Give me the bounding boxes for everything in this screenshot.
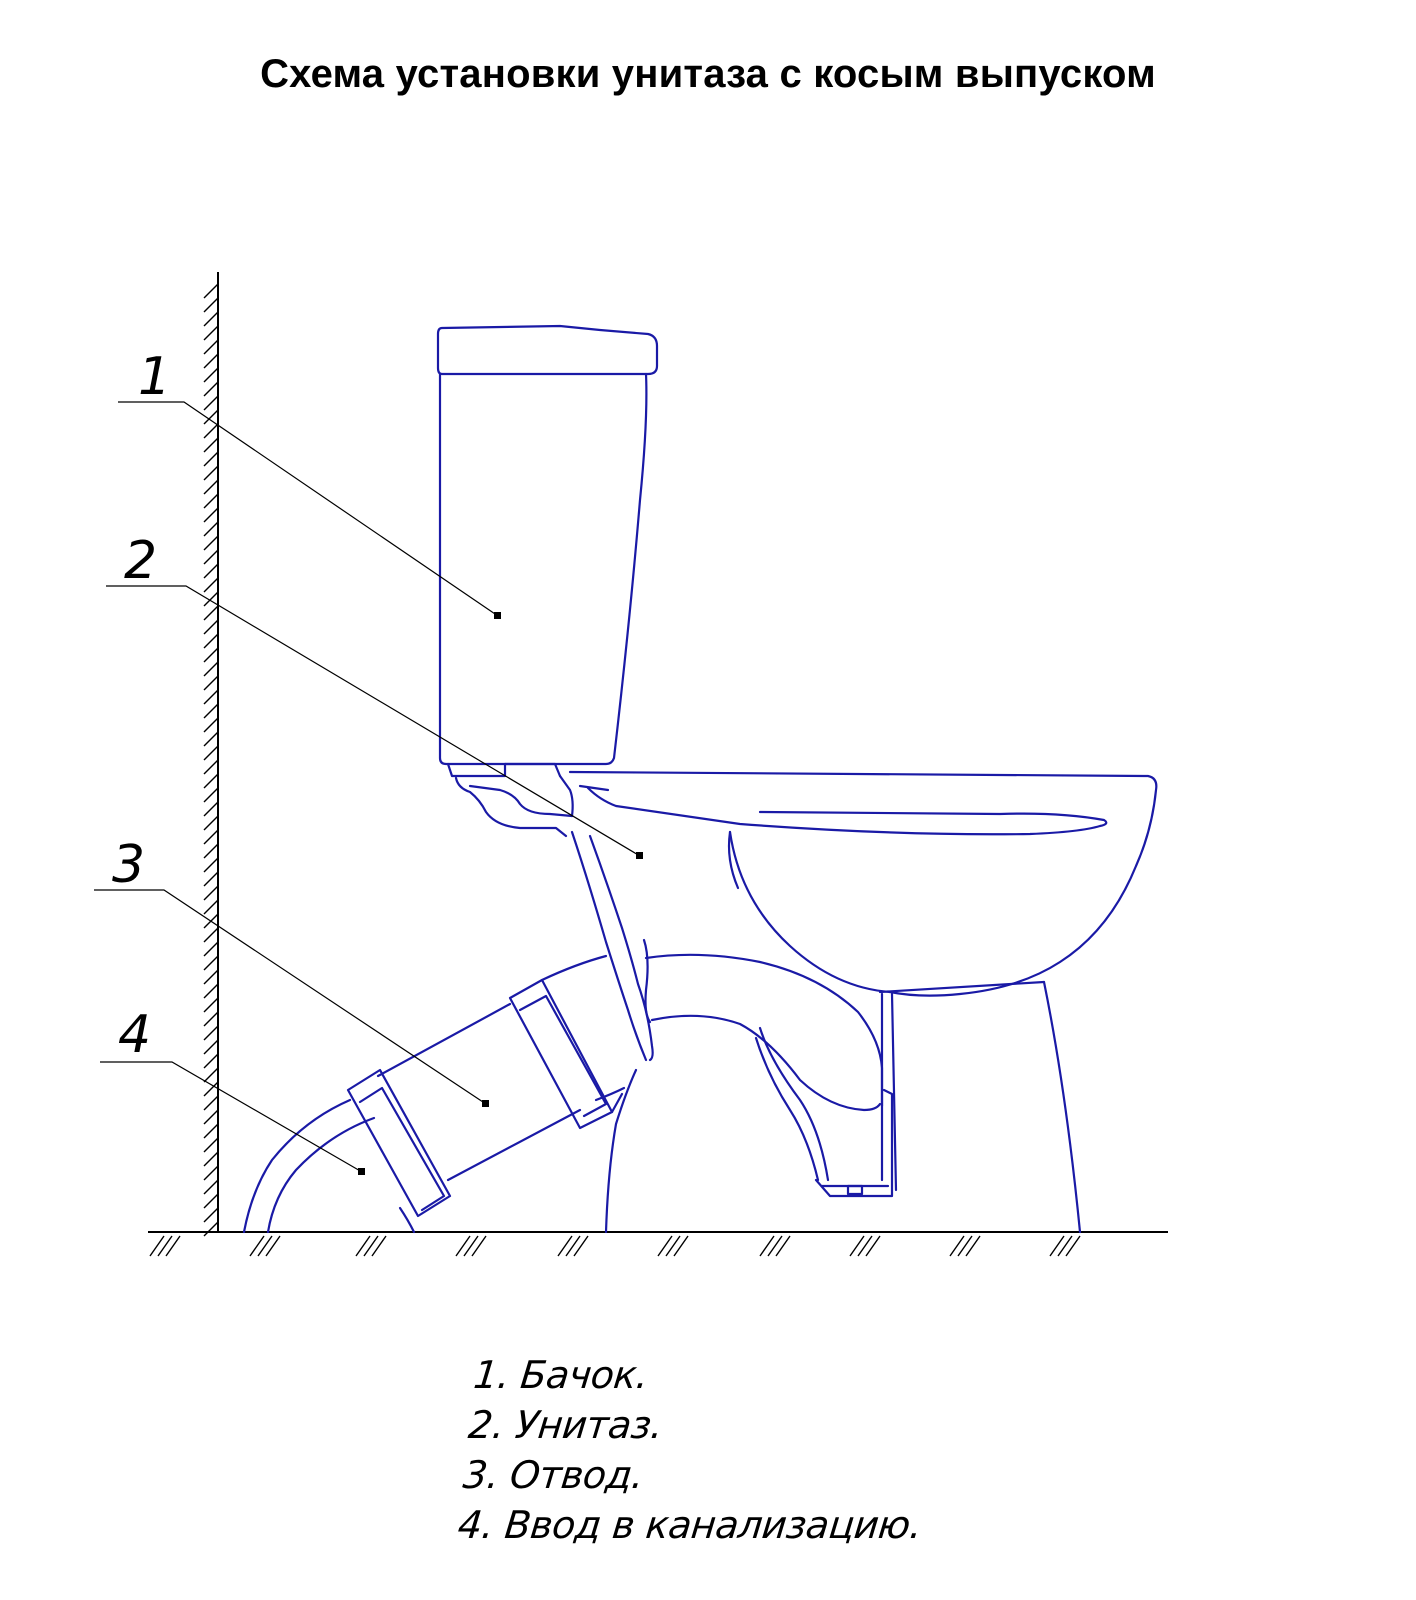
toilet-bowl <box>570 772 1156 996</box>
leader-4 <box>100 1062 362 1172</box>
legend-item-4: 4. Ввод в канализацию. <box>455 1503 924 1547</box>
floor-hatching <box>150 1236 1080 1256</box>
legend-item-3: 3. Отвод. <box>461 1453 646 1497</box>
cistern <box>438 326 657 776</box>
callout-numbers <box>112 347 171 1065</box>
callout-number-4: 4 <box>118 1005 152 1065</box>
leader-dot-1 <box>494 612 501 619</box>
legend <box>455 1350 939 1550</box>
callout-number-2: 2 <box>124 531 158 591</box>
callout-number-1: 1 <box>138 347 172 407</box>
sewer-inlet <box>244 1070 450 1232</box>
floor <box>148 1232 1168 1256</box>
callout-leaders <box>94 402 640 1172</box>
callout-number-3: 3 <box>112 835 146 895</box>
diagram-title: Схема установки унитаза с косым выпуском <box>260 52 1156 96</box>
toilet-outlet <box>572 832 896 1196</box>
leader-3 <box>94 890 486 1104</box>
leader-dot-2 <box>636 852 643 859</box>
legend-item-2: 2. Унитаз. <box>466 1403 665 1447</box>
leader-dot-3 <box>482 1100 489 1107</box>
legend-item-1: 1. Бачок. <box>471 1353 651 1397</box>
wall-hatching <box>204 284 218 1236</box>
leader-dot-4 <box>358 1168 365 1175</box>
